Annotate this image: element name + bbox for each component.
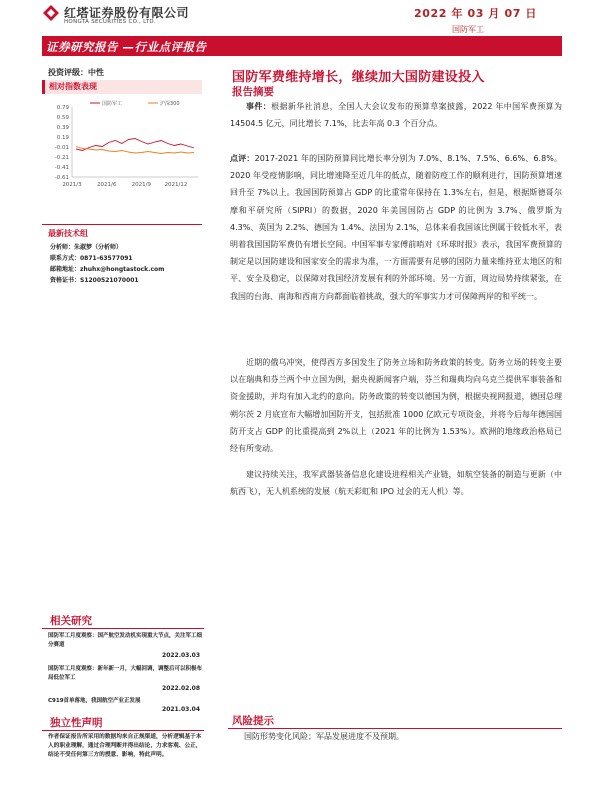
- x-tick-label: 2021/3: [62, 182, 82, 188]
- paragraph-text: 2017-2021 年的国防预算同比增长率分别为 7.0%、8.1%、7.5%、6.6%、6.8%。2020 年受疫情影响，同比增速降至近几年的低点，随着防疫工作的顺利进行，国防预算增速回升至 7%以上。我国国防预算占 GDP 的比重常年保持在 1.3%左右，但是，根据斯德哥尔摩和平研究所（SIPRI）的数据，2020 年美国国防占 GDP 的比例为 3.7%、俄罗斯为 4.3%、英国为 2.2%、德国为 1.4%、法国为 2.1%，总体来看我国该比例属于较低水平，表明着我国国防军费仍有增长空间。中国军事专家傅前哨对《环球时报》表示，我国军费预算的制定是以国防建设和国家安全的需求为准，一方面需要有足够的国防力量来维持亚太地区的和平、安全及稳定，以保障对我国经济发展有利的外部环境。另一方面，周边局势持续紧张，在我国的台海、南海和西南方向都面临着挑战，强大的军事实力才可保障两岸的和平统一。: [230, 154, 562, 301]
- relative-index-chart: [42, 97, 204, 193]
- analyst-email[interactable]: 邮箱地址：zhuhx@hongtastock.com: [50, 266, 165, 273]
- legend-label-0: 国防军工: [102, 101, 123, 107]
- summary-heading: 报告摘要: [232, 86, 274, 98]
- related-item[interactable]: 国防军工月度观察：新年新一月，大幅回调，调整后可以积极布局低位军工: [48, 666, 203, 681]
- report-sector: 国防军工: [452, 25, 484, 34]
- company-logo-icon: [42, 4, 60, 22]
- paragraph-text: 根据新华社消息，全国人大会议发布的预算草案披露，2022 年中国军费预算为 14504.5 亿元，同比增长 7.1%，比去年高 0.3 个百分点。: [230, 102, 562, 129]
- y-tick-label: 0.39: [56, 125, 69, 131]
- legend-label-1: 沪深300: [160, 101, 180, 107]
- related-item-date: 2022.02.08: [162, 685, 200, 692]
- related-research-title: 相关研究: [50, 615, 92, 627]
- company-name-cn: 红塔证券股份有限公司: [64, 6, 190, 20]
- paragraph-text: 建议持续关注，我军武器装备信息化建设进程相关产业链，如航空装备的制造与更新（中航西飞），无人机系统的发展（航天彩虹和 IPO 过会的无人机）等。: [230, 470, 562, 497]
- paragraph-text: 近期的俄乌冲突，使得西方多国发生了防务立场和防务政策的转变。防务立场的转变主要以在瑞典和芬兰两个中立国为例，据央视新闻客户端，芬兰和瑞典均向乌克兰提供军事装备和资金援助，并均有加入北约的意向。防务政策的转变以德国为例，根据央视网报道，德国总理朔尔茨 2 月底宣布大幅增加国防开支，包括批准 1000 亿欧元专项资金，并将今后每年德国国防开支占 GDP 的比重提高到 2%以上（2021 年的比例为 1.53%）。欧洲的地缘政治格局已经有所变动。: [230, 358, 562, 454]
- analyst-phone: 联系方式：0871-63577091: [50, 255, 133, 262]
- x-tick-label: 2021/12: [164, 182, 188, 188]
- paragraph-event: [230, 98, 562, 132]
- y-tick-label: 0.59: [56, 115, 69, 121]
- chart-section-header: [42, 80, 202, 94]
- risk-divider: [228, 728, 562, 729]
- analyst-section-title: 最新技术组: [48, 229, 88, 238]
- chart-section-title: 相对指数表现: [49, 82, 97, 91]
- y-tick-label: 0.79: [56, 105, 69, 111]
- x-tick-label: 2021/6: [96, 182, 117, 188]
- related-item-date: 2021.03.04: [162, 706, 200, 713]
- analyst-cert: 资格证书：S1200521070001: [50, 277, 139, 284]
- series-line-1: [76, 147, 194, 154]
- report-type-banner: 证券研究报告 —行业点评报告: [42, 38, 562, 56]
- series-line-0: [76, 139, 194, 151]
- disclaimer-text: 作者保证报告所采用的数据均来自正规渠道，分析逻辑基于本人的职业理解，通过合理判断并得出结论，力求客观、公正，结论不受任何第三方的授意、影响，特此声明。: [48, 734, 202, 759]
- risk-text: 国防形势变化风险；军品发展进度不及预期。: [244, 732, 404, 741]
- related-research-divider: [42, 628, 204, 629]
- paragraph-suggestion: [230, 466, 562, 500]
- related-item[interactable]: C919首单落地，我国航空产业正发展: [48, 698, 141, 704]
- related-item-date: 2022.03.03: [162, 652, 200, 659]
- disclaimer-divider: [42, 730, 204, 731]
- analyst-divider: [42, 224, 202, 225]
- x-tick-label: 2021/9: [131, 182, 152, 188]
- company-name-en: HONGTA SECURITIES CO., LTD.: [64, 19, 157, 25]
- y-tick-label: -0.21: [54, 155, 69, 161]
- y-tick-label: -0.41: [54, 165, 69, 171]
- analyst-name: 分析师：朱淑梦（分析师）: [50, 244, 123, 251]
- risk-title: 风险提示: [232, 715, 274, 727]
- report-date: 2022 年 03 月 07 日: [414, 7, 537, 20]
- paragraph-conflict: [230, 354, 562, 457]
- report-title: 国防军费维持增长，继续加大国防建设投入: [232, 70, 485, 85]
- paragraph-lead: 点评：: [230, 154, 255, 163]
- y-tick-label: 0.19: [56, 135, 69, 141]
- related-item[interactable]: 国防军工月度观察：国产航空发动机实现重大节点，关注军工细分赛道: [48, 633, 203, 648]
- investment-rating: 投资评级：中性: [48, 68, 104, 77]
- y-tick-label: -0.01: [54, 145, 69, 151]
- paragraph-comment: [230, 150, 562, 305]
- y-tick-label: -0.61: [54, 175, 69, 181]
- disclaimer-title: 独立性声明: [50, 717, 103, 729]
- paragraph-lead: 事件：: [246, 102, 272, 111]
